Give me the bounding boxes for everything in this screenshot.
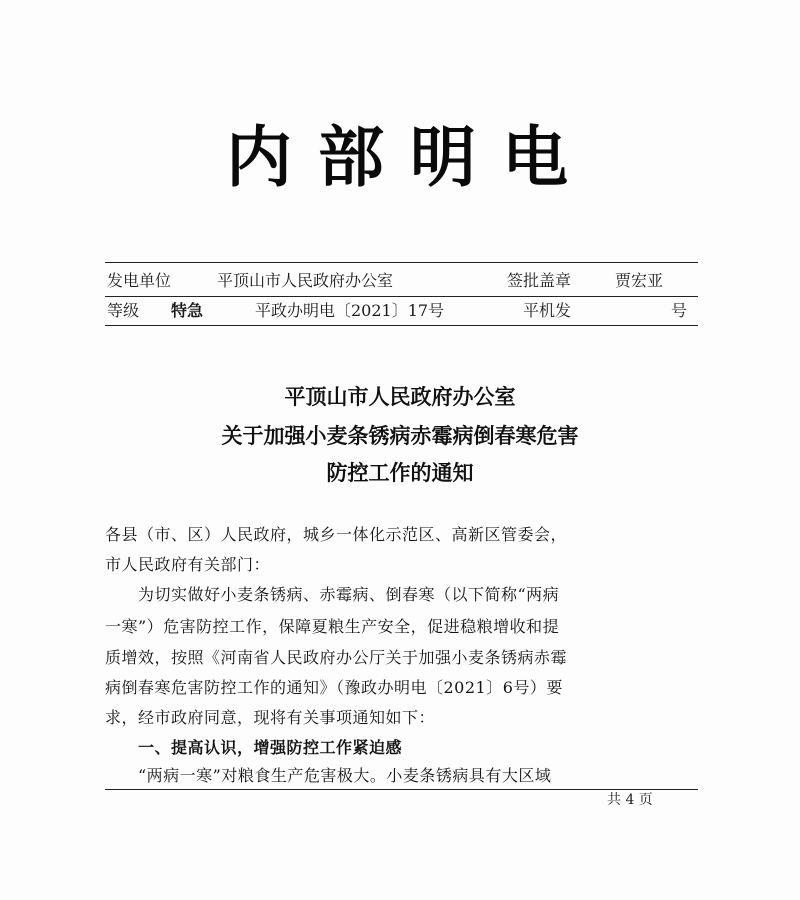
body-line: 病倒春寒危害防控工作的通知》（豫政办明电〔2021〕6号）要 [105,678,563,697]
masthead-title: 内部明电 [226,119,594,196]
body-line: 质增效，按照《河南省人民政府办公厅关于加强小麦条锈病赤霉 [105,648,568,667]
header-row-sender [105,268,698,294]
header-top-rule [105,262,698,263]
section-heading: 一、提高认识，增强防控工作紧迫感 [105,738,403,757]
header-bottom-rule [105,325,698,326]
sign-value: 贾宏亚 [615,271,664,290]
level-value: 特急 [171,301,204,320]
machine-number-suffix: 号 [671,301,688,320]
sign-label: 签批盖章 [507,271,572,290]
body-line: 求，经市政府同意，现将有关事项通知如下： [105,708,436,727]
body-line: 一寒”）危害防控工作，保障夏粮生产安全，促进稳粮增收和提 [105,617,560,636]
sender-value: 平顶山市人民政府办公室 [217,271,394,290]
machine-label: 平机发 [523,301,572,320]
header-middle-rule [105,296,698,297]
doc-number: 平政办明电〔2021〕17号 [255,301,445,320]
page-count: 共 4 页 [607,792,653,808]
sender-label: 发电单位 [107,271,172,290]
doc-title-line-2: 关于加强小麦条锈病赤霉病倒春寒危害 [221,423,579,448]
body-line: “两病一寒”对粮食生产危害极大。小麦条锈病具有大区域 [105,766,552,785]
header-row-level [105,298,698,324]
doc-title-line-3: 防控工作的通知 [326,460,474,485]
level-label: 等级 [107,301,140,320]
body-line: 市人民政府有关部门： [105,555,271,574]
body-line: 各县（市、区）人民政府，城乡一体化示范区、高新区管委会， [105,525,568,544]
doc-title-line-1: 平顶山市人民政府办公室 [284,384,516,409]
body-line: 为切实做好小麦条锈病、赤霉病、倒春寒（以下简称“两病 [105,585,560,604]
